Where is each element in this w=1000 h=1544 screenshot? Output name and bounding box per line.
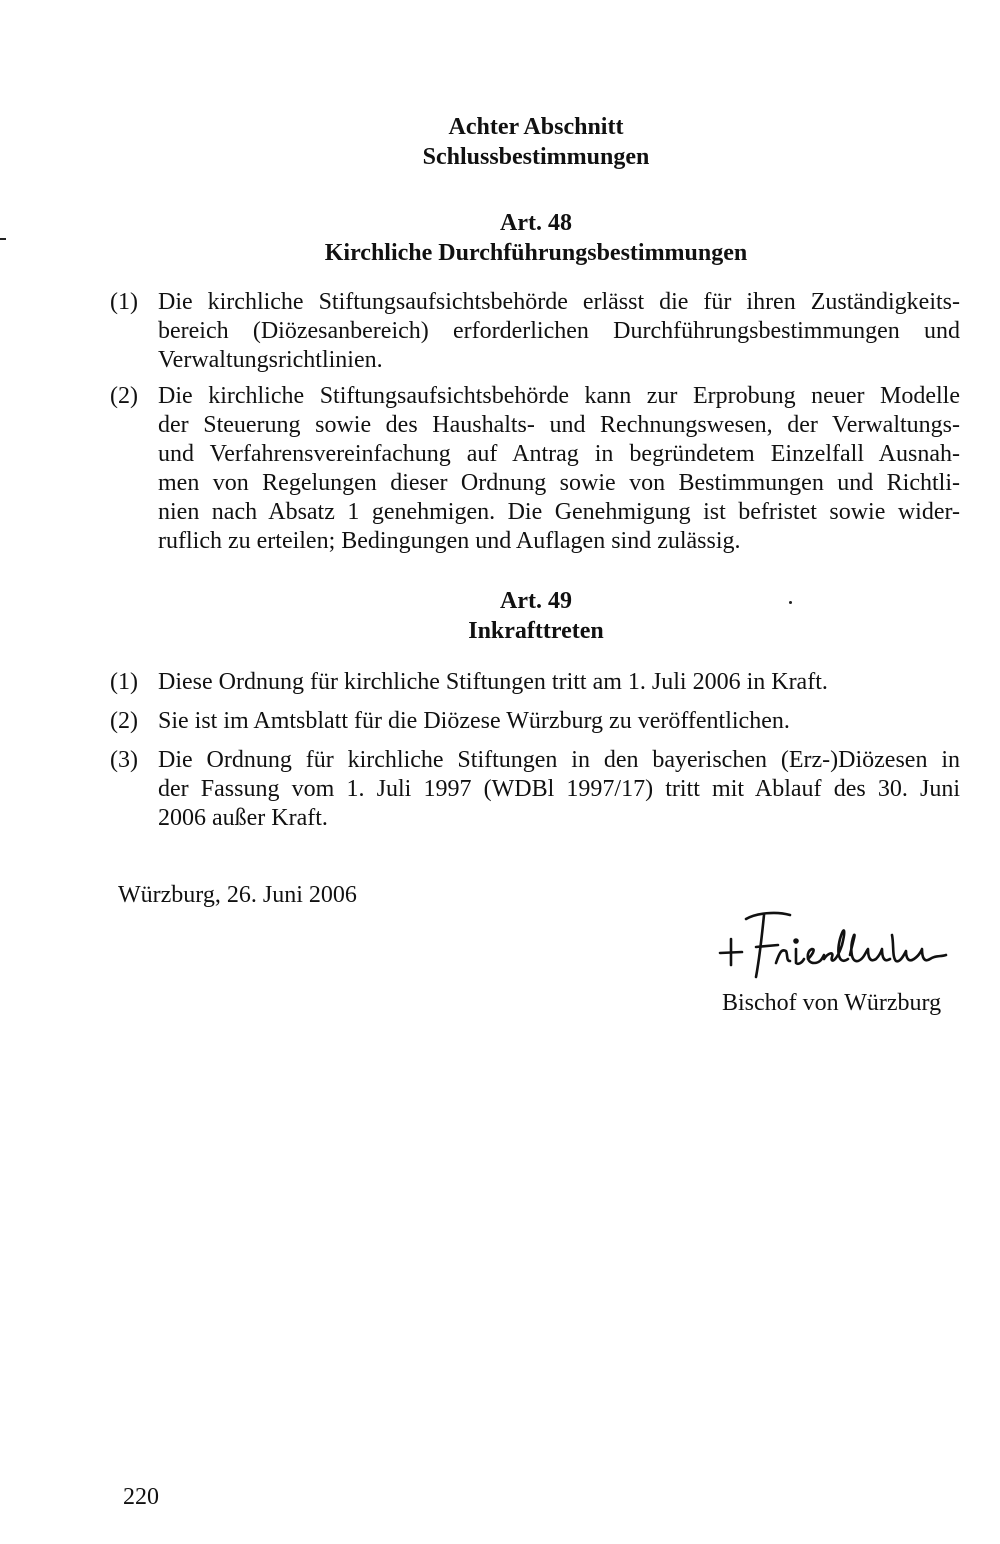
article-49-paragraph-1 [110,668,960,697]
paragraph-line: Diese Ordnung für kirchliche Stiftungen tritt am 1. Juli 2006 in Kraft. [158,669,828,695]
paragraph-text [158,707,960,736]
paragraph-number: (2) [110,383,138,409]
article-49-heading [0,586,1000,646]
paragraph-line: und Verfahrensvereinfachung auf Antrag in begründetem Einzelfall Ausnah- [158,441,960,467]
paragraph-line: der Fassung vom 1. Juli 1997 (WDBl 1997/17) tritt mit Ablauf des 30. Juni [158,776,960,802]
paragraph-line: nien nach Absatz 1 genehmigen. Die Genehmigung ist befristet sowie wider- [158,499,960,525]
article-48-number: Art. 48 [500,210,572,236]
article-49-title: Inkrafttreten [468,618,604,644]
section-title: Achter Abschnitt [448,114,624,140]
paragraph-line: Sie ist im Amtsblatt für die Diözese Würzburg zu veröffentlichen. [158,708,790,734]
article-48-paragraph-1 [110,288,960,375]
article-49-number: Art. 49 [500,588,572,614]
paragraph-text [158,382,960,556]
place-date: Würzburg, 26. Juni 2006 [118,882,357,908]
paragraph-line: 2006 außer Kraft. [158,805,328,831]
article-48-paragraph-2 [110,382,960,556]
signatory-title: Bischof von Würzburg [722,990,942,1016]
article-48-heading [0,208,1000,268]
article-49-paragraph-3 [110,746,960,833]
article-49-paragraph-2 [110,707,960,736]
paragraph-line: men von Regelungen dieser Ordnung sowie von Bestimmungen und Richtli- [158,470,960,496]
paragraph-number: (1) [110,669,138,695]
paragraph-line: Die kirchliche Stiftungsaufsichtsbehörde kann zur Erprobung neuer Modelle [158,383,960,409]
paragraph-number: (2) [110,708,138,734]
section-subtitle: Schlussbestimmungen [422,144,650,170]
paragraph-number: (3) [110,747,138,773]
paragraph-number: (1) [110,289,138,315]
paragraph-line: Die Ordnung für kirchliche Stiftungen in den bayerischen (Erz-)Diözesen in [158,747,960,773]
paragraph-line: der Steuerung sowie des Haushalts- und Rechnungswesen, der Verwaltungs- [158,412,960,438]
paragraph-text [158,668,960,697]
handwritten-signature [716,905,956,983]
paragraph-line: ruflich zu erteilen; Bedingungen und Auflagen sind zulässig. [158,528,741,554]
section-heading [0,112,1000,172]
page-number: 220 [123,1484,159,1510]
paragraph-text [158,288,960,375]
paragraph-text [158,746,960,833]
paragraph-line: Verwaltungsrichtlinien. [158,347,383,373]
paragraph-line: Die kirchliche Stiftungsaufsichtsbehörde erlässt die für ihren Zuständigkeits- [158,289,960,315]
article-48-title: Kirchliche Durchführungsbestimmungen [324,240,748,266]
paragraph-line: bereich (Diözesanbereich) erforderlichen Durchführungsbestimmungen und [158,318,960,344]
